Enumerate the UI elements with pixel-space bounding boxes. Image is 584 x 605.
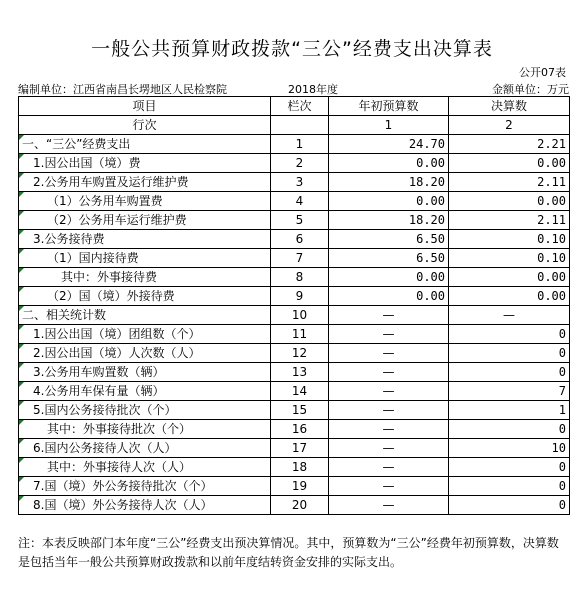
table-row: [19, 344, 570, 363]
cell-marker-icon: [19, 306, 24, 311]
row-line-no: 10: [271, 306, 329, 325]
row-final: 0: [449, 420, 570, 439]
row-budget: —: [329, 439, 449, 458]
prepared-by-unit: 编制单位：江西省南昌长塄地区人民检察院: [18, 83, 227, 96]
meta-row: [18, 80, 569, 96]
row-item-label: 1.因公出国（境）费: [33, 156, 141, 170]
table-row: [19, 192, 570, 211]
row-line-no: 2: [271, 154, 329, 173]
form-number: 公开07表: [519, 66, 566, 79]
cell-marker-icon: [19, 287, 24, 292]
row-budget: 0.00: [329, 192, 449, 211]
row-item-label: 3.公务接待费: [33, 232, 105, 246]
row-item-label: 4.公务用车保有量（辆）: [33, 384, 165, 398]
row-item: [19, 325, 271, 344]
row-line-no: 3: [271, 173, 329, 192]
row-item-label: 其中：外事接待费: [61, 270, 158, 284]
table-row: [19, 496, 570, 515]
row-final: 0: [449, 458, 570, 477]
sub-header-col2: 2: [449, 116, 570, 135]
table-row: [19, 325, 570, 344]
table-row: [19, 382, 570, 401]
row-item-label: （1）国内接待费: [47, 251, 139, 265]
cell-marker-icon: [19, 420, 24, 425]
row-final: —: [449, 306, 570, 325]
table-row: [19, 230, 570, 249]
row-line-no: 17: [271, 439, 329, 458]
row-item: [19, 306, 271, 325]
row-line-no: 16: [271, 420, 329, 439]
header-column-no: 栏次: [271, 97, 329, 116]
row-item: [19, 230, 271, 249]
row-line-no: 1: [271, 135, 329, 154]
cell-marker-icon: [19, 458, 24, 463]
row-line-no: 18: [271, 458, 329, 477]
row-line-no: 6: [271, 230, 329, 249]
row-item: [19, 382, 271, 401]
cell-marker-icon: [19, 135, 24, 140]
row-budget: —: [329, 306, 449, 325]
table-row: [19, 363, 570, 382]
row-budget: 24.70: [329, 135, 449, 154]
table-row: [19, 211, 570, 230]
header-row: [19, 97, 570, 116]
row-line-no: 7: [271, 249, 329, 268]
money-unit: 金额单位：万元: [492, 83, 569, 96]
row-final: 0.00: [449, 192, 570, 211]
cell-marker-icon: [19, 173, 24, 178]
cell-marker-icon: [19, 249, 24, 254]
row-budget: —: [329, 477, 449, 496]
cell-marker-icon: [19, 230, 24, 235]
row-final: 2.11: [449, 211, 570, 230]
row-line-no: 5: [271, 211, 329, 230]
table-row: [19, 268, 570, 287]
row-budget: 6.50: [329, 230, 449, 249]
row-item: [19, 344, 271, 363]
row-line-no: 15: [271, 401, 329, 420]
cell-marker-icon: [19, 268, 24, 273]
row-item-label: 7.国（境）外公务接待批次（个）: [33, 479, 213, 493]
row-budget: 18.20: [329, 173, 449, 192]
cell-marker-icon: [19, 439, 24, 444]
expenditure-table: [18, 96, 570, 515]
row-final: 0: [449, 344, 570, 363]
row-line-no: 13: [271, 363, 329, 382]
row-budget: —: [329, 420, 449, 439]
row-item: [19, 249, 271, 268]
row-item: [19, 439, 271, 458]
row-final: 2.11: [449, 173, 570, 192]
table-row: [19, 401, 570, 420]
row-item-label: 二、相关统计数: [22, 308, 107, 322]
header-budget: 年初预算数: [329, 97, 449, 116]
row-item-label: 一、“三公”经费支出: [22, 137, 131, 151]
row-item-label: （1）公务用车购置费: [47, 194, 163, 208]
row-item-label: 5.国内公务接待批次（个）: [33, 403, 177, 417]
row-budget: —: [329, 344, 449, 363]
row-line-no: 9: [271, 287, 329, 306]
row-final: 7: [449, 382, 570, 401]
row-item-label: 3.公务用车购置数（辆）: [33, 365, 165, 379]
row-item: [19, 154, 271, 173]
cell-marker-icon: [19, 382, 24, 387]
table-row: [19, 420, 570, 439]
row-item-label: 其中：外事接待批次（个）: [47, 422, 192, 436]
row-final: 2.21: [449, 135, 570, 154]
sub-header-col1: 1: [329, 116, 449, 135]
cell-marker-icon: [19, 363, 24, 368]
footnote: 注：本表反映部门本年度“三公”经费支出预决算情况。其中，预算数为“三公”经费年初预算数，决算数是包括当年一般公共预算财政拨款和以前年度结转资金安排的实际支出。: [18, 536, 559, 569]
row-final: 0: [449, 325, 570, 344]
row-item: [19, 135, 271, 154]
cell-marker-icon: [19, 192, 24, 197]
table-row: [19, 439, 570, 458]
table-row: [19, 458, 570, 477]
row-item: [19, 458, 271, 477]
table-row: [19, 135, 570, 154]
row-item-label: 6.国内公务接待人次（人）: [33, 441, 177, 455]
row-item: [19, 268, 271, 287]
row-item-label: 1.因公出国（境）团组数（个）: [33, 327, 201, 341]
row-line-no: 11: [271, 325, 329, 344]
cell-marker-icon: [19, 401, 24, 406]
row-line-no: 14: [271, 382, 329, 401]
row-line-no: 8: [271, 268, 329, 287]
row-line-no: 20: [271, 496, 329, 515]
row-final: 0.10: [449, 230, 570, 249]
row-item: [19, 401, 271, 420]
row-item-label: 其中：外事接待人次（人）: [47, 460, 192, 474]
fiscal-year: 2018年度: [288, 83, 338, 96]
row-item-label: （2）国（境）外接待费: [47, 289, 175, 303]
cell-marker-icon: [19, 496, 24, 501]
row-item: [19, 211, 271, 230]
row-final: 0: [449, 477, 570, 496]
table-row: [19, 173, 570, 192]
row-final: 0.00: [449, 154, 570, 173]
row-item: [19, 363, 271, 382]
row-budget: 0.00: [329, 287, 449, 306]
sub-header-row: [19, 116, 570, 135]
page-title: 一般公共预算财政拨款“三公”经费支出决算表: [91, 38, 493, 60]
row-budget: —: [329, 458, 449, 477]
cell-marker-icon: [19, 211, 24, 216]
row-item: [19, 496, 271, 515]
row-final: 0.10: [449, 249, 570, 268]
row-final: 0: [449, 496, 570, 515]
row-budget: —: [329, 382, 449, 401]
row-budget: 6.50: [329, 249, 449, 268]
row-final: 0.00: [449, 268, 570, 287]
cell-marker-icon: [19, 477, 24, 482]
sub-header-line: 行次: [19, 116, 271, 135]
row-line-no: 19: [271, 477, 329, 496]
row-item-label: （2）公务用车运行维护费: [47, 213, 187, 227]
row-budget: 18.20: [329, 211, 449, 230]
row-budget: —: [329, 401, 449, 420]
row-item: [19, 477, 271, 496]
row-item: [19, 287, 271, 306]
table-row: [19, 287, 570, 306]
table-row: [19, 249, 570, 268]
table-row: [19, 154, 570, 173]
row-item: [19, 420, 271, 439]
row-budget: 0.00: [329, 154, 449, 173]
row-final: 1: [449, 401, 570, 420]
row-line-no: 4: [271, 192, 329, 211]
table-row: [19, 306, 570, 325]
table-row: [19, 477, 570, 496]
row-final: 0: [449, 363, 570, 382]
row-item: [19, 173, 271, 192]
cell-marker-icon: [19, 344, 24, 349]
header-final: 决算数: [449, 97, 570, 116]
row-budget: —: [329, 496, 449, 515]
row-line-no: 12: [271, 344, 329, 363]
cell-marker-icon: [19, 154, 24, 159]
row-final: 10: [449, 439, 570, 458]
header-item: 项目: [19, 97, 271, 116]
row-budget: —: [329, 325, 449, 344]
row-item-label: 8.国（境）外公务接待人次（人）: [33, 498, 213, 512]
sub-header-blank: [271, 116, 329, 135]
row-budget: 0.00: [329, 268, 449, 287]
cell-marker-icon: [19, 325, 24, 330]
row-item-label: 2.公务用车购置及运行维护费: [33, 175, 189, 189]
row-budget: —: [329, 363, 449, 382]
row-final: 0.00: [449, 287, 570, 306]
row-item: [19, 192, 271, 211]
row-item-label: 2.因公出国（境）人次数（人）: [33, 346, 201, 360]
